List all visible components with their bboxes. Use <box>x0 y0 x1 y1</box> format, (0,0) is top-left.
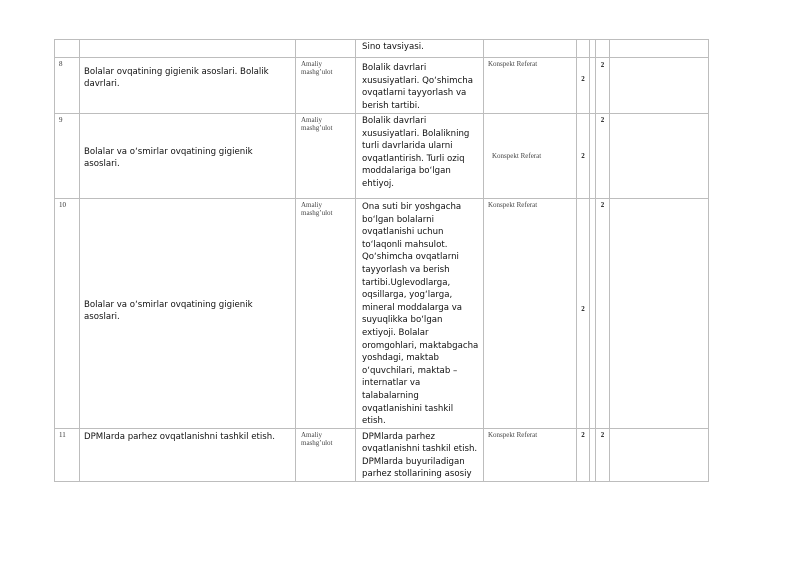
row-task: Konspekt Referat <box>492 152 542 160</box>
row-number: 10 <box>59 201 66 209</box>
row-number: 11 <box>59 430 66 439</box>
row-content: Bolalik davrlari xususiyatlari. Qo‘shimcha ovqatlarni tayyorlash va berish tartibi. <box>362 63 473 111</box>
table-row <box>55 199 709 429</box>
row-hours-b: 2 <box>600 61 605 69</box>
row-lesson-type: Amaliy mashg’ulot <box>301 430 333 447</box>
table-row <box>55 40 709 58</box>
row-task: Konspekt Referat <box>488 60 538 68</box>
row-topic: DPMlarda parhez ovqatlanishni tashkil etish. <box>84 431 275 442</box>
row-content: Bolalik davrlari xususiyatlari. Bolalikning turli davrlarida ularni ovqatlantirish. Turli oziq moddalariga bo‘lgan ehtiyoj. <box>362 116 470 189</box>
row-number: 8 <box>59 60 63 68</box>
row-hours-a: 2 <box>581 75 585 83</box>
row-hours-a: 2 <box>581 430 585 439</box>
row-hours-b: 2 <box>600 430 605 439</box>
row-task: Konspekt Referat <box>488 430 538 439</box>
row-topic: Bolalar ovqatining gigienik asoslari. Bolalik davrlari. <box>84 67 269 89</box>
row-number <box>55 40 79 42</box>
row-topic: Bolalar va o‘smirlar ovqatining gigienik asoslari. <box>84 300 253 322</box>
row-hours-b: 2 <box>600 116 605 124</box>
row-content: DPMlarda parhez ovqatlanishni tashkil etish. DPMlarda buyuriladigan parhez stollarining asosiy <box>362 431 478 480</box>
table-row <box>55 428 709 481</box>
row-task: Konspekt Referat <box>488 201 538 209</box>
row-lesson-type <box>296 40 355 42</box>
table-row <box>55 58 709 114</box>
row-topic: Bolalar va o‘smirlar ovqatining gigienik asoslari. <box>84 147 253 169</box>
row-content: Ona suti bir yoshgacha bo‘lgan bolalarni ovqatlanishi uchun to‘laqonli mahsulot. Qo‘shimcha ovqatlarni tayyorlash va berish tartibi.Uglevodlarga, oqsillarga, yog‘larga, mineral moddalarga va suyuqlikka bo‘lgan extiyoji. Bolalar oromgohlari, maktabgacha yoshdagi, maktab o‘quvchilari, maktab – internatlar va talabalarning ovqatlanishini tashkil etish. <box>362 202 479 427</box>
row-hours-a: 2 <box>581 152 585 160</box>
row-lesson-type: Amaliy mashg’ulot <box>301 60 333 76</box>
curriculum-table <box>54 39 709 482</box>
row-hours-b: 2 <box>600 201 605 209</box>
row-task <box>484 40 576 42</box>
row-hours-a: 2 <box>581 305 585 313</box>
row-lesson-type: Amaliy mashg’ulot <box>301 116 333 132</box>
row-number: 9 <box>59 116 63 124</box>
table-row <box>55 114 709 199</box>
row-content: Sino tavsiyasi. <box>362 42 424 52</box>
row-lesson-type: Amaliy mashg’ulot <box>301 201 333 217</box>
